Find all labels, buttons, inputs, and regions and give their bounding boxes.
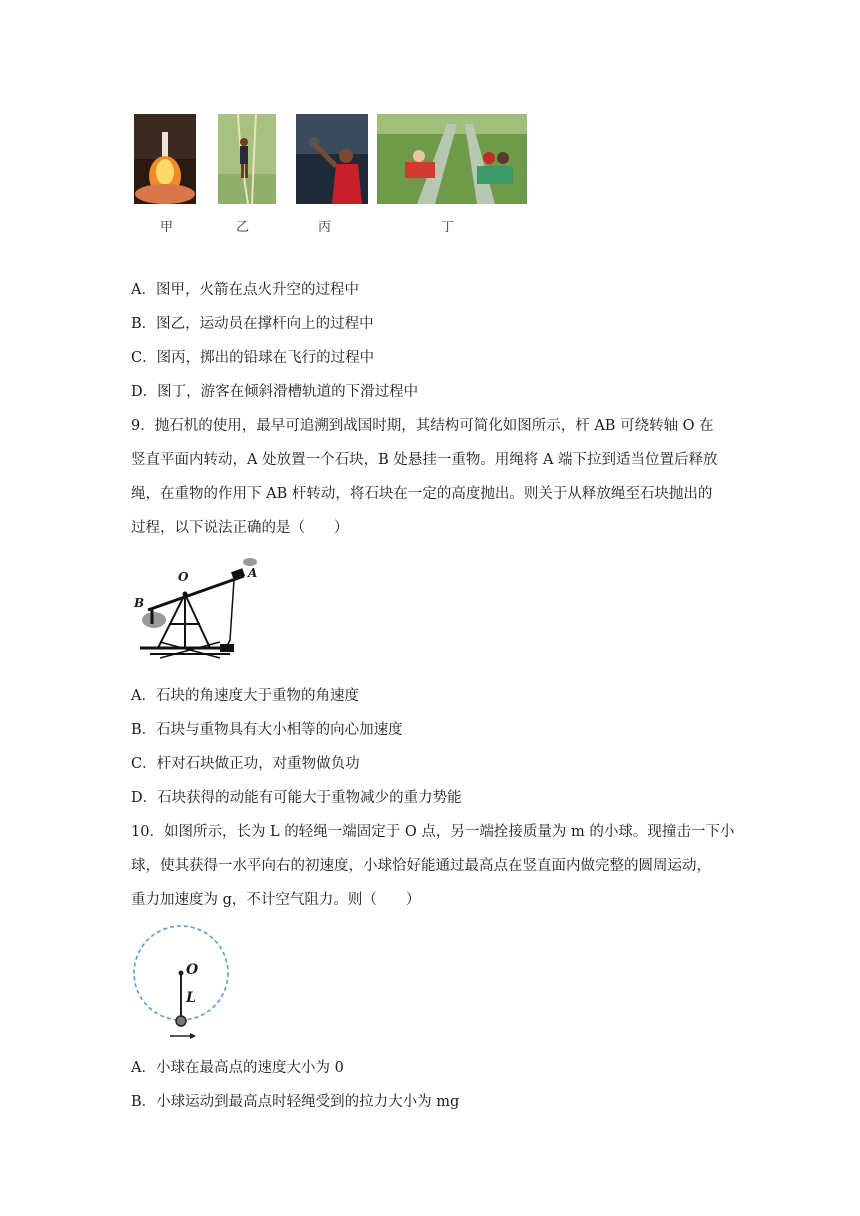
q9-stem-line-2: 竖直平面内转动，A 处放置一个石块，B 处悬挂一重物。用绳将 A 端下拉到适当位置后释放 <box>131 452 718 468</box>
q8-option-c: C．图丙，掷出的铅球在飞行的过程中 <box>131 350 375 366</box>
caption-jia: 甲 <box>160 220 174 235</box>
q9-option-d: D．石块获得的动能有可能大于重物减少的重力势能 <box>131 790 462 806</box>
circle-label-o: O <box>186 962 199 978</box>
q10-stem-line-3: 重力加速度为 g，不计空气阻力。则（ ） <box>131 892 421 908</box>
trebuchet-label-b: B <box>134 596 145 610</box>
q9-stem-line-1: 9．抛石机的使用，最早可追溯到战国时期，其结构可简化如图所示，杆 AB 可绕转轴 O 在 <box>131 418 714 434</box>
trebuchet-label-o: O <box>178 570 189 584</box>
q10-stem-line-2: 球，使其获得一水平向右的初速度，小球恰好能通过最高点在竖直面内做完整的圆周运动， <box>131 858 711 874</box>
q9-stem-line-4: 过程，以下说法正确的是（ ） <box>131 520 349 536</box>
trebuchet-label-a: A <box>248 566 258 580</box>
caption-yi: 乙 <box>236 220 250 235</box>
q9-option-b: B．石块与重物具有大小相等的向心加速度 <box>131 722 403 738</box>
caption-ding: 丁 <box>441 220 455 235</box>
circle-motion-figure <box>130 924 234 1042</box>
q8-option-a: A．图甲，火箭在点火升空的过程中 <box>131 282 359 298</box>
q9-stem-line-3: 绳，在重物的作用下 AB 杆转动，将石块在一定的高度抛出。则关于从释放绳至石块抛出的 <box>131 486 713 502</box>
q9-option-c: C．杆对石块做正功，对重物做负功 <box>131 756 360 772</box>
q9-option-a: A．石块的角速度大于重物的角速度 <box>131 688 359 704</box>
q10-option-b: B．小球运动到最高点时轻绳受到的拉力大小为 mg <box>131 1094 460 1110</box>
q10-option-a: A．小球在最高点的速度大小为 0 <box>131 1060 344 1076</box>
photo-shot-put <box>296 114 368 204</box>
q8-option-b: B．图乙，运动员在撑杆向上的过程中 <box>131 316 374 332</box>
photo-slide <box>377 114 527 204</box>
photo-pole-vault <box>218 114 276 204</box>
q8-option-d: D．图丁，游客在倾斜滑槽轨道的下滑过程中 <box>131 384 419 400</box>
circle-label-l: L <box>186 990 196 1006</box>
caption-bing: 丙 <box>318 220 332 235</box>
trebuchet-figure <box>130 552 270 662</box>
photo-rocket <box>134 114 196 204</box>
q10-stem-line-1: 10．如图所示，长为 L 的轻绳一端固定于 O 点，另一端拴接质量为 m 的小球。现撞击一下小 <box>131 824 735 840</box>
